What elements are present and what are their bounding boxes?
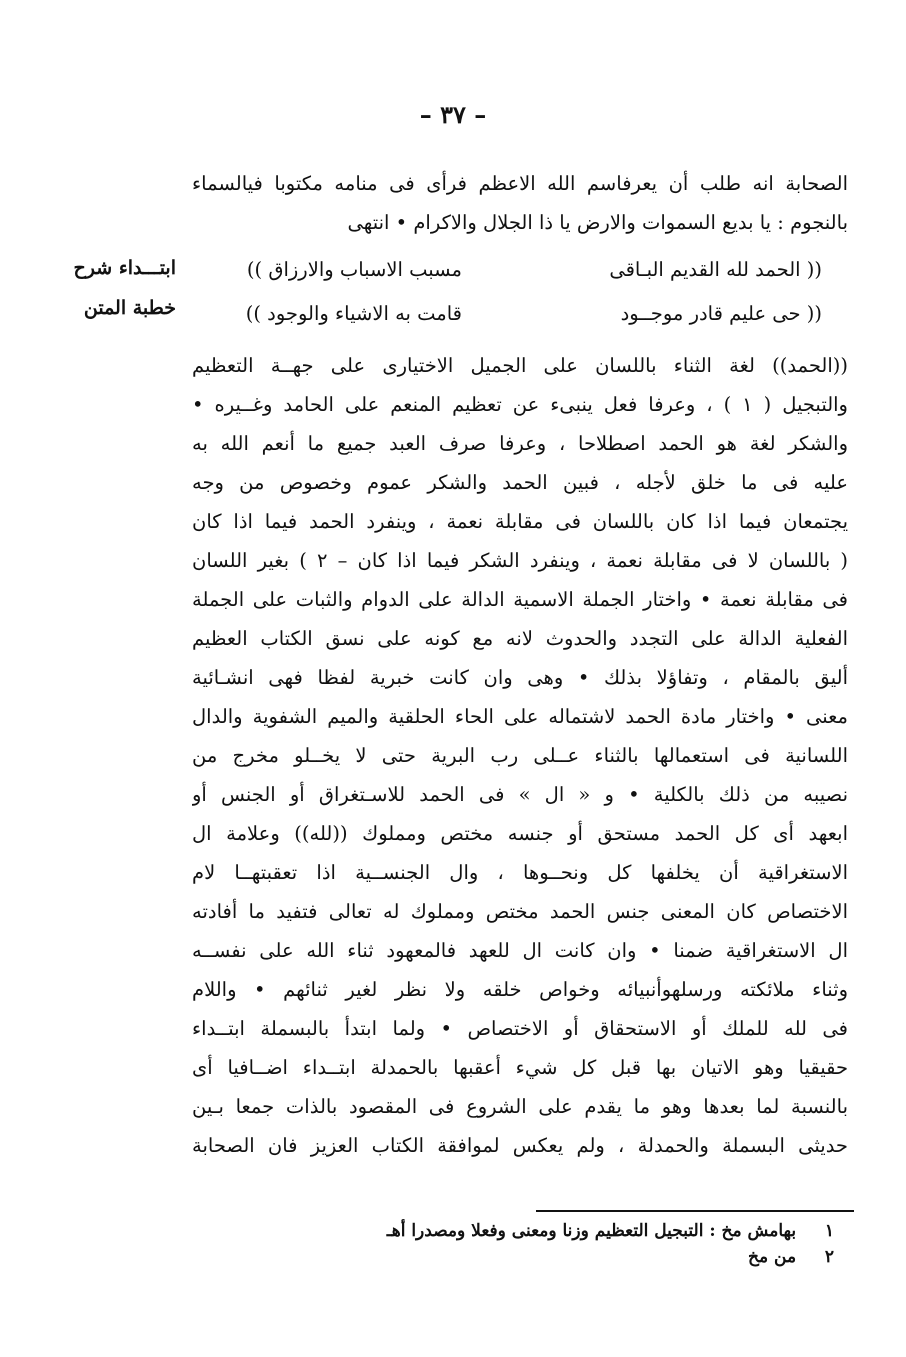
text-line: ((الحمد)) لغة الثناء باللسان على الجميل الاختيارى على جهــة التعظيم [192,354,848,377]
text-line: يجتمعان فيما اذا كان باللسان فى مقابلة نعمة ، وينفرد الحمد فيما اذا كان [192,510,848,533]
footnote [234,1218,834,1244]
footnote-number: ٢ [824,1247,834,1267]
text-line: ابعهد أى كل الحمد مستحق أو جنسه مختص ومملوك ((لله)) وعلامة ال [192,822,848,845]
text-line: فى مقابلة نعمة • واختار الجملة الاسمية الدالة على الدوام والثبات على الجملة [192,588,848,611]
margin-heading-line: خطبة المتن [83,297,176,319]
verse-block [202,248,822,336]
text-line: ( باللسان لا فى مقابلة نعمة ، وينفرد الشكر فيما اذا كان – ٢ ) بغير اللسان [192,549,848,572]
margin-heading [26,248,176,328]
text-line: بالنسبة لما بعدها وهو ما يقدم على الشروع فى المقصود بالذات جمعا بـين [192,1095,848,1118]
verse-line [202,292,822,336]
footnotes [234,1218,834,1270]
verse-second-hemistich: قامت به الاشياء والوجود )) [245,302,462,325]
text-line: بالنجوم : يا بديع السموات والارض يا ذا الجلال والاكرام • انتهى [347,211,848,234]
page-number: – ٣٧ – [419,100,487,129]
footnote-divider [536,1210,854,1212]
text-line: عليه فى ما خلق لأجله ، فبين الحمد والشكر عموم وخصوص من وجه [192,471,848,494]
text-line: والتبجيل ( ١ ) ، وعرفا فعل ينبىء عن تعظيم المنعم على الحامد وغــيره • [192,393,848,416]
text-line: الفعلية الدالة على التجدد والحدوث لانه مع كونه على نسق الكتاب العظيم [192,627,848,650]
footnote-number: ١ [824,1221,834,1241]
footnote-text: بهامش مخ : التبجيل التعظيم وزنا ومعنى وفعلا ومصدرا أهـ [386,1221,797,1241]
text-line: والشكر لغة هو الحمد اصطلاحا ، وعرفا صرف العبد جميع ما أنعم الله به [192,432,848,455]
text-line: حديثى البسملة والحمدلة ، ولم يعكس لموافقة الكتاب العزيز فان الصحابة [192,1134,848,1157]
text-line: معنى • واختار مادة الحمد لاشتماله على الحاء الحلقية والميم الشفوية والدال [192,705,848,728]
text-line: اللسانية فى استعمالها بالثناء عــلى رب البرية حتى لا يخــلو مخرج من [192,744,848,767]
opening-paragraph [192,164,848,242]
margin-heading-line: ابتـــداء شرح [73,257,176,279]
footnote [234,1244,834,1270]
footnote-text: من مخ [748,1247,797,1267]
verse-first-hemistich: (( الحمد لله القديم البـاقى [609,258,822,281]
text-line: نصيبه من ذلك بالكلية • و « ال » فى الحمد للاسـتغراق أو الجنس أو [192,783,848,806]
text-line: الاستغراقية أن يخلفها كل ونحــوها ، وال الجنســية اذا تعقبتهــا لام [192,861,848,884]
text-line: حقيقيا وهو الاتيان بها قبل كل شيء أعقبها بالحمدلة ابتــداء اضــافيا أى [192,1056,848,1079]
text-line: وثناء ملائكته ورسلهوأنبيائه وخواص خلقه ولا نظر لغير ثنائهم • واللام [192,978,848,1001]
verse-first-hemistich: (( حى عليم قادر موجــود [620,302,822,325]
text-line: فى لله للملك أو الاستحقاق أو الاختصاص • ولما ابتدأ بالبسملة ابتــداء [192,1017,848,1040]
text-line: الاختصاص كان المعنى جنس الحمد مختص ومملوك له تعالى فتفيد ما أفادته [192,900,848,923]
text-line: ال الاستغراقية ضمنا • وان كانت ال للعهد فالمعهود ثناء الله على نفســه [192,939,848,962]
text-line: أليق بالمقام ، وتفاؤلا بذلك • وهى وان كانت خبرية لفظا فهى انشـائية [192,666,848,689]
verse-line [202,248,822,292]
verse-second-hemistich: مسبب الاسباب والارزاق )) [246,258,462,281]
text-line: الصحابة انه طلب أن يعرفاسم الله الاعظم فرأى فى منامه مكتوبا فيالسماء [192,172,848,195]
body-paragraph [192,346,848,1165]
